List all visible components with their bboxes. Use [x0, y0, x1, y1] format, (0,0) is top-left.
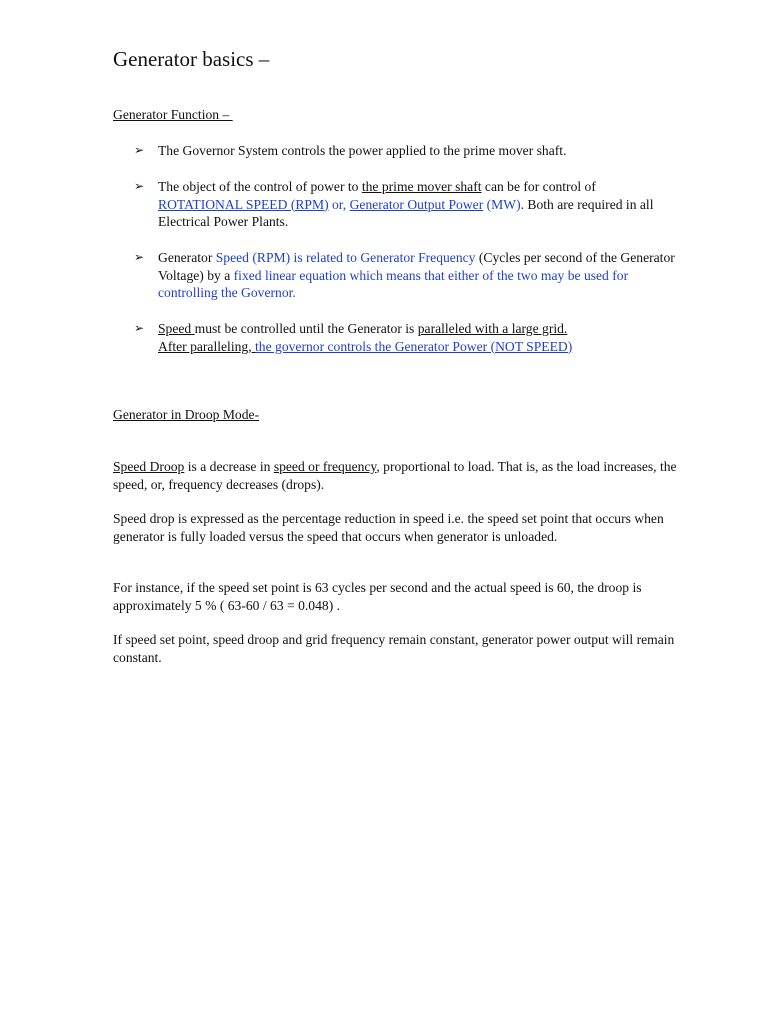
bullet-3-text-b: (Cycles per second of the Generator Voltage) by a	[158, 250, 675, 283]
paragraph-constant-output: If speed set point, speed droop and grid frequency remain constant, generator power output will remain constant.	[113, 632, 675, 665]
paragraph-speed-droop	[113, 458, 678, 493]
bullet-2-generator-output-power: Generator Output Power	[349, 196, 484, 212]
bullet-2-text-or: or,	[328, 196, 350, 212]
p1-text-a: is a decrease in	[184, 459, 274, 474]
speed-droop-term: Speed Droop	[113, 459, 185, 474]
arrow-bullet-icon: ➢	[134, 143, 145, 157]
droop-heading-suffix: -	[254, 407, 260, 422]
page-title: Generator basics –	[113, 47, 270, 71]
bullet-3-text-a: Generator	[158, 250, 216, 265]
arrow-bullet-icon: ➢	[134, 321, 145, 335]
paragraph-speed-drop: Speed drop is expressed as the percentage reduction in speed i.e. the speed set point that occurs when generator is fully loaded versus the speed that occurs when generator is unloaded.	[113, 511, 664, 544]
bullet-2-text-a: The object of the control of power to	[158, 179, 362, 194]
arrow-bullet-icon: ➢	[134, 179, 145, 193]
bullet-2-mw: (MW)	[483, 196, 521, 212]
bullet-text	[158, 178, 682, 231]
arrow-bullet-icon: ➢	[134, 250, 145, 264]
bullet-2-underlined-prime-mover: the prime mover shaft	[361, 179, 482, 194]
bullet-2-rotational-speed: ROTATIONAL SPEED (RPM)	[158, 196, 329, 212]
bullet-3-linear-equation: fixed linear equation which means that either of the two may be used for controlling the Governor.	[158, 267, 629, 300]
bullet-2-text-b: can be for control of	[481, 179, 596, 194]
section-heading-droop-mode	[113, 406, 259, 424]
bullet-4-speed: Speed	[158, 321, 195, 336]
bullet-4-governor-controls-power: the governor controls the Generator Power (NOT SPEED)	[255, 338, 573, 354]
bullet-text	[158, 320, 682, 355]
droop-heading-text: Generator in Droop Mode	[113, 407, 255, 422]
paragraph-example: For instance, if the speed set point is 63 cycles per second and the actual speed is 60, the droop is approximately 5 % ( 63-60 / 63 = 0.048) .	[113, 580, 642, 613]
p1-text-b: , proportional to load. That is, as the load increases, the speed, or, frequency decreases (drops).	[113, 459, 677, 492]
bullet-3-speed-frequency: Speed (RPM) is related to Generator Frequency	[215, 250, 476, 265]
bullet-text	[158, 142, 682, 160]
section-heading-generator-function: Generator Function –	[113, 107, 233, 122]
bullet-4-paralleled-grid: paralleled with a large grid.	[417, 321, 568, 336]
bullet-4-after-paralleling: After paralleling,	[158, 338, 252, 354]
bullet-text	[158, 249, 682, 302]
speed-or-frequency-term: speed or frequency	[273, 459, 377, 474]
bullet-1-text: The Governor System controls the power applied to the prime mover shaft.	[158, 143, 567, 158]
bullet-4-text-a: must be controlled until the Generator is	[194, 321, 418, 336]
bullet-2-text-c: . Both are required in all Electrical Power Plants.	[158, 196, 654, 229]
